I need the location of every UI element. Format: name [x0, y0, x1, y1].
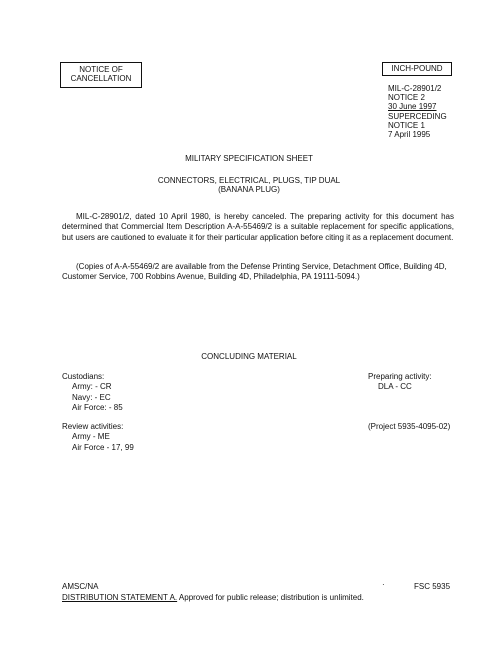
review-activities-block — [62, 422, 134, 453]
document-identification — [388, 84, 447, 139]
review-air-force: Air Force - 17, 99 — [72, 442, 134, 452]
distribution-text: Approved for public release; distribution is unlimited. — [177, 593, 364, 602]
sheet-title: MILITARY SPECIFICATION SHEET — [185, 154, 313, 163]
notice-number: NOTICE 2 — [388, 93, 425, 103]
preparing-activity-block — [368, 372, 432, 393]
fsc-code: FSC 5935 — [414, 582, 451, 591]
copies-paragraph: (Copies of A-A-55469/2 are available from the Defense Printing Service, Detachment Office, Building 4D, Customer Service, 700 Robbins Avenue, Building 4D, Philadelphia, PA 19111-5094.) — [62, 262, 447, 282]
custodian-navy: Navy: - EC — [72, 392, 111, 402]
project-number: (Project 5935-4095-02) — [368, 422, 451, 431]
distribution-label: DISTRIBUTION STATEMENT A. — [62, 593, 178, 602]
product-title-line2: (BANANA PLUG) — [218, 185, 280, 195]
stray-dot: · — [382, 580, 385, 589]
custodian-army: Army: - CR — [72, 382, 112, 392]
distribution-statement — [62, 593, 364, 603]
notice-box-line1: NOTICE OF — [79, 65, 123, 74]
preparing-label: Preparing activity: — [368, 372, 432, 381]
inch-pound-box — [382, 62, 452, 76]
amsc-label: AMSC/NA — [62, 582, 99, 591]
cancellation-paragraph: MIL-C-28901/2, dated 10 April 1980, is hereby canceled. The preparing activity for this document has determined that Commercial Item Description A-A-55469/2 is a suitable replacement for specific applications, but users are cautioned to evaluate it for their particular application before citing it as a replacement document. — [62, 212, 454, 242]
review-army: Army - ME — [72, 432, 110, 442]
superceded-date: 7 April 1995 — [388, 129, 431, 139]
product-title — [0, 176, 498, 194]
inch-pound-label: INCH-POUND — [391, 64, 443, 73]
notice-date: 30 June 1997 — [388, 102, 437, 112]
doc-number: MIL-C-28901/2 — [388, 84, 442, 93]
custodians-label: Custodians: — [62, 372, 105, 381]
notice-box-line2: CANCELLATION — [70, 73, 132, 83]
custodian-air-force: Air Force: - 85 — [72, 403, 123, 413]
notice-of-cancellation-box — [60, 62, 142, 88]
superceded-notice: NOTICE 1 — [388, 120, 425, 130]
custodians-block — [62, 372, 123, 414]
preparing-value: DLA - CC — [378, 382, 412, 392]
concluding-material-heading: CONCLUDING MATERIAL — [201, 352, 297, 361]
product-title-line1: CONNECTORS, ELECTRICAL, PLUGS, TIP DUAL — [157, 176, 341, 185]
review-label: Review activities: — [62, 422, 124, 431]
superceding-label: SUPERCEDING — [388, 111, 447, 121]
